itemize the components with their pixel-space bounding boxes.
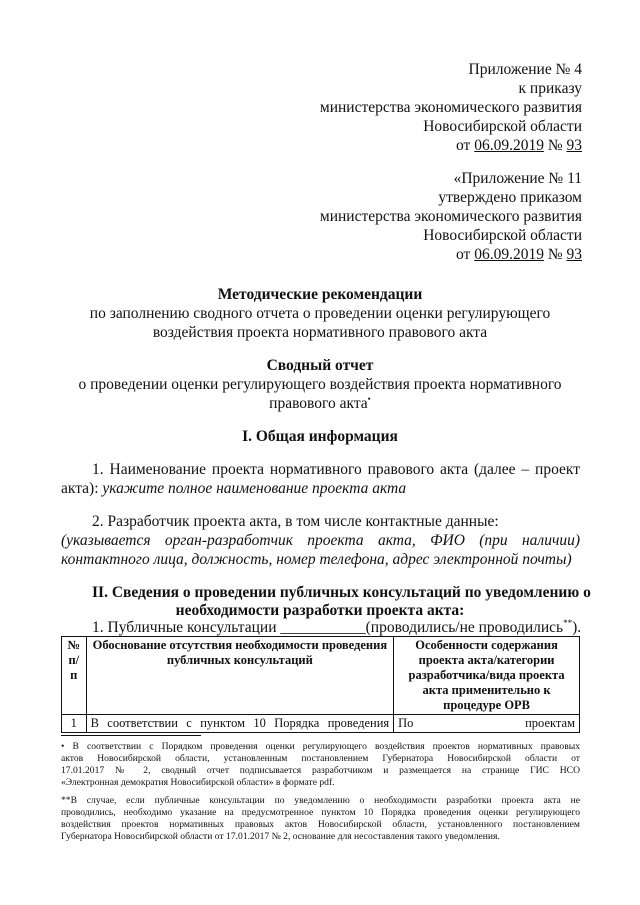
- footnote-1-line: «Электронная демократия Новосибирской области» в формате pdf.: [61, 777, 335, 788]
- consultations-prefix: 1. Публичные консультации: [92, 619, 281, 636]
- section-1-title: I. Общая информация: [242, 428, 398, 445]
- appendix11-number: 93: [566, 246, 582, 263]
- doc-title: Методические рекомендации: [217, 286, 423, 303]
- appendix-line-4: Новосибирской области: [423, 118, 582, 135]
- doc-subtitle-1: по заполнению сводного отчета о проведении оценки регулирующего: [89, 305, 551, 322]
- table-header-row: [62, 637, 580, 715]
- appendix-line-2: к приказу: [518, 80, 582, 97]
- date-prefix: от: [456, 246, 475, 263]
- row-justification: В соответствии с пунктом 10 Порядка проведения: [86, 715, 394, 733]
- item-1-instruction: укажите полное наименование проекта акта: [102, 480, 407, 497]
- footnote-2: [61, 795, 580, 843]
- section-2-title-line-2: необходимости разработки проекта акта:: [175, 602, 465, 619]
- report-line-2: [0, 395, 640, 413]
- date-prefix: от: [456, 137, 475, 154]
- footnote-2-line: **В случае, если публичные консультации по уведомлению о необходимости разработки проекта акта не: [61, 795, 580, 806]
- item-2-line-1: 2. Разработчик проекта акта, в том числе контактные данные:: [92, 513, 499, 530]
- header-justification: Обоснование отсутствия необходимости проведения публичных консультаций: [86, 637, 394, 715]
- row-number: 1: [62, 715, 87, 733]
- footnote-marker-2: **: [563, 617, 573, 628]
- appendix11-line-2: утверждено приказом: [438, 189, 582, 206]
- footnote-divider: [61, 735, 201, 736]
- footnote-2-line: Губернатора Новосибирской области от 17.01.2017 № 2, основание для несоставления такого уведомления.: [61, 831, 500, 842]
- consultations-blank: ___________: [280, 619, 366, 636]
- item-1-line-2: [61, 480, 406, 498]
- consultations-options: (проводились/не проводились: [365, 619, 564, 636]
- consultations-table: [61, 636, 580, 733]
- footnote-2-line: воздействия проектов нормативных правовых актов Новосибирской области, установленного постановлением: [61, 819, 580, 830]
- item-2-line-2: (указывается орган-разработчик проекта акта, ФИО (при наличии): [61, 532, 580, 549]
- footnote-1-line: 17.01.2017 № 2, сводный отчет подписывается разработчиком и размещается на странице ГИС НСО: [61, 765, 580, 776]
- appendix11-line-4: Новосибирской области: [423, 227, 582, 244]
- consultations-end: ).: [572, 619, 582, 636]
- item-2-line-3: контактного лица, должность, номер телефона, адрес электронной почты): [61, 551, 572, 568]
- appendix-date: 06.09.2019: [474, 137, 544, 154]
- item-1-prefix: акта):: [61, 480, 103, 497]
- report-line-2-text: правового акта: [269, 395, 368, 412]
- appendix11-date-line: [456, 246, 582, 264]
- number-prefix: №: [543, 137, 567, 154]
- appendix11-line-3: министерства экономического развития: [319, 208, 582, 225]
- section-2-item-1: [92, 619, 581, 637]
- report-title: Сводный отчет: [266, 357, 374, 374]
- header-number: № п/п: [62, 637, 87, 715]
- header-features: Особенности содержания проекта акта/категории разработчика/вида проекта акта применительно к процедуре ОРВ: [394, 637, 580, 715]
- table-row: [62, 715, 580, 733]
- footnote-marker: •: [367, 393, 371, 404]
- row-features: По проектам: [394, 715, 580, 733]
- appendix11-date: 06.09.2019: [474, 246, 544, 263]
- appendix11-line-1: «Приложение № 11: [453, 170, 582, 187]
- number-prefix: №: [543, 246, 567, 263]
- footnote-1-line: • В соответствии с Порядком проведения оценки регулирующего воздействия проектов нормативных правовых: [61, 741, 580, 752]
- item-1-line-1: 1. Наименование проекта нормативного правового акта (далее – проект: [92, 461, 580, 478]
- appendix-line-1: Приложение № 4: [468, 61, 582, 78]
- section-2-title-line-1: II. Сведения о проведении публичных консультаций по уведомлению о: [92, 584, 591, 601]
- appendix-number: 93: [566, 137, 582, 154]
- appendix-date-line: [456, 137, 582, 155]
- footnote-1: [61, 741, 580, 789]
- footnote-2-line: проводились, необходимо указание на предусмотренное пунктом 10 Порядка проведения оценки регулирующего: [61, 807, 580, 818]
- doc-subtitle-2: воздействия проекта нормативного правового акта: [152, 324, 488, 341]
- footnote-1-line: актов Новосибирской области, установленным постановлением Губернатора Новосибирской области от: [61, 753, 580, 764]
- report-line-1: о проведении оценки регулирующего воздействия проекта нормативного: [78, 376, 562, 393]
- appendix-line-3: министерства экономического развития: [319, 99, 582, 116]
